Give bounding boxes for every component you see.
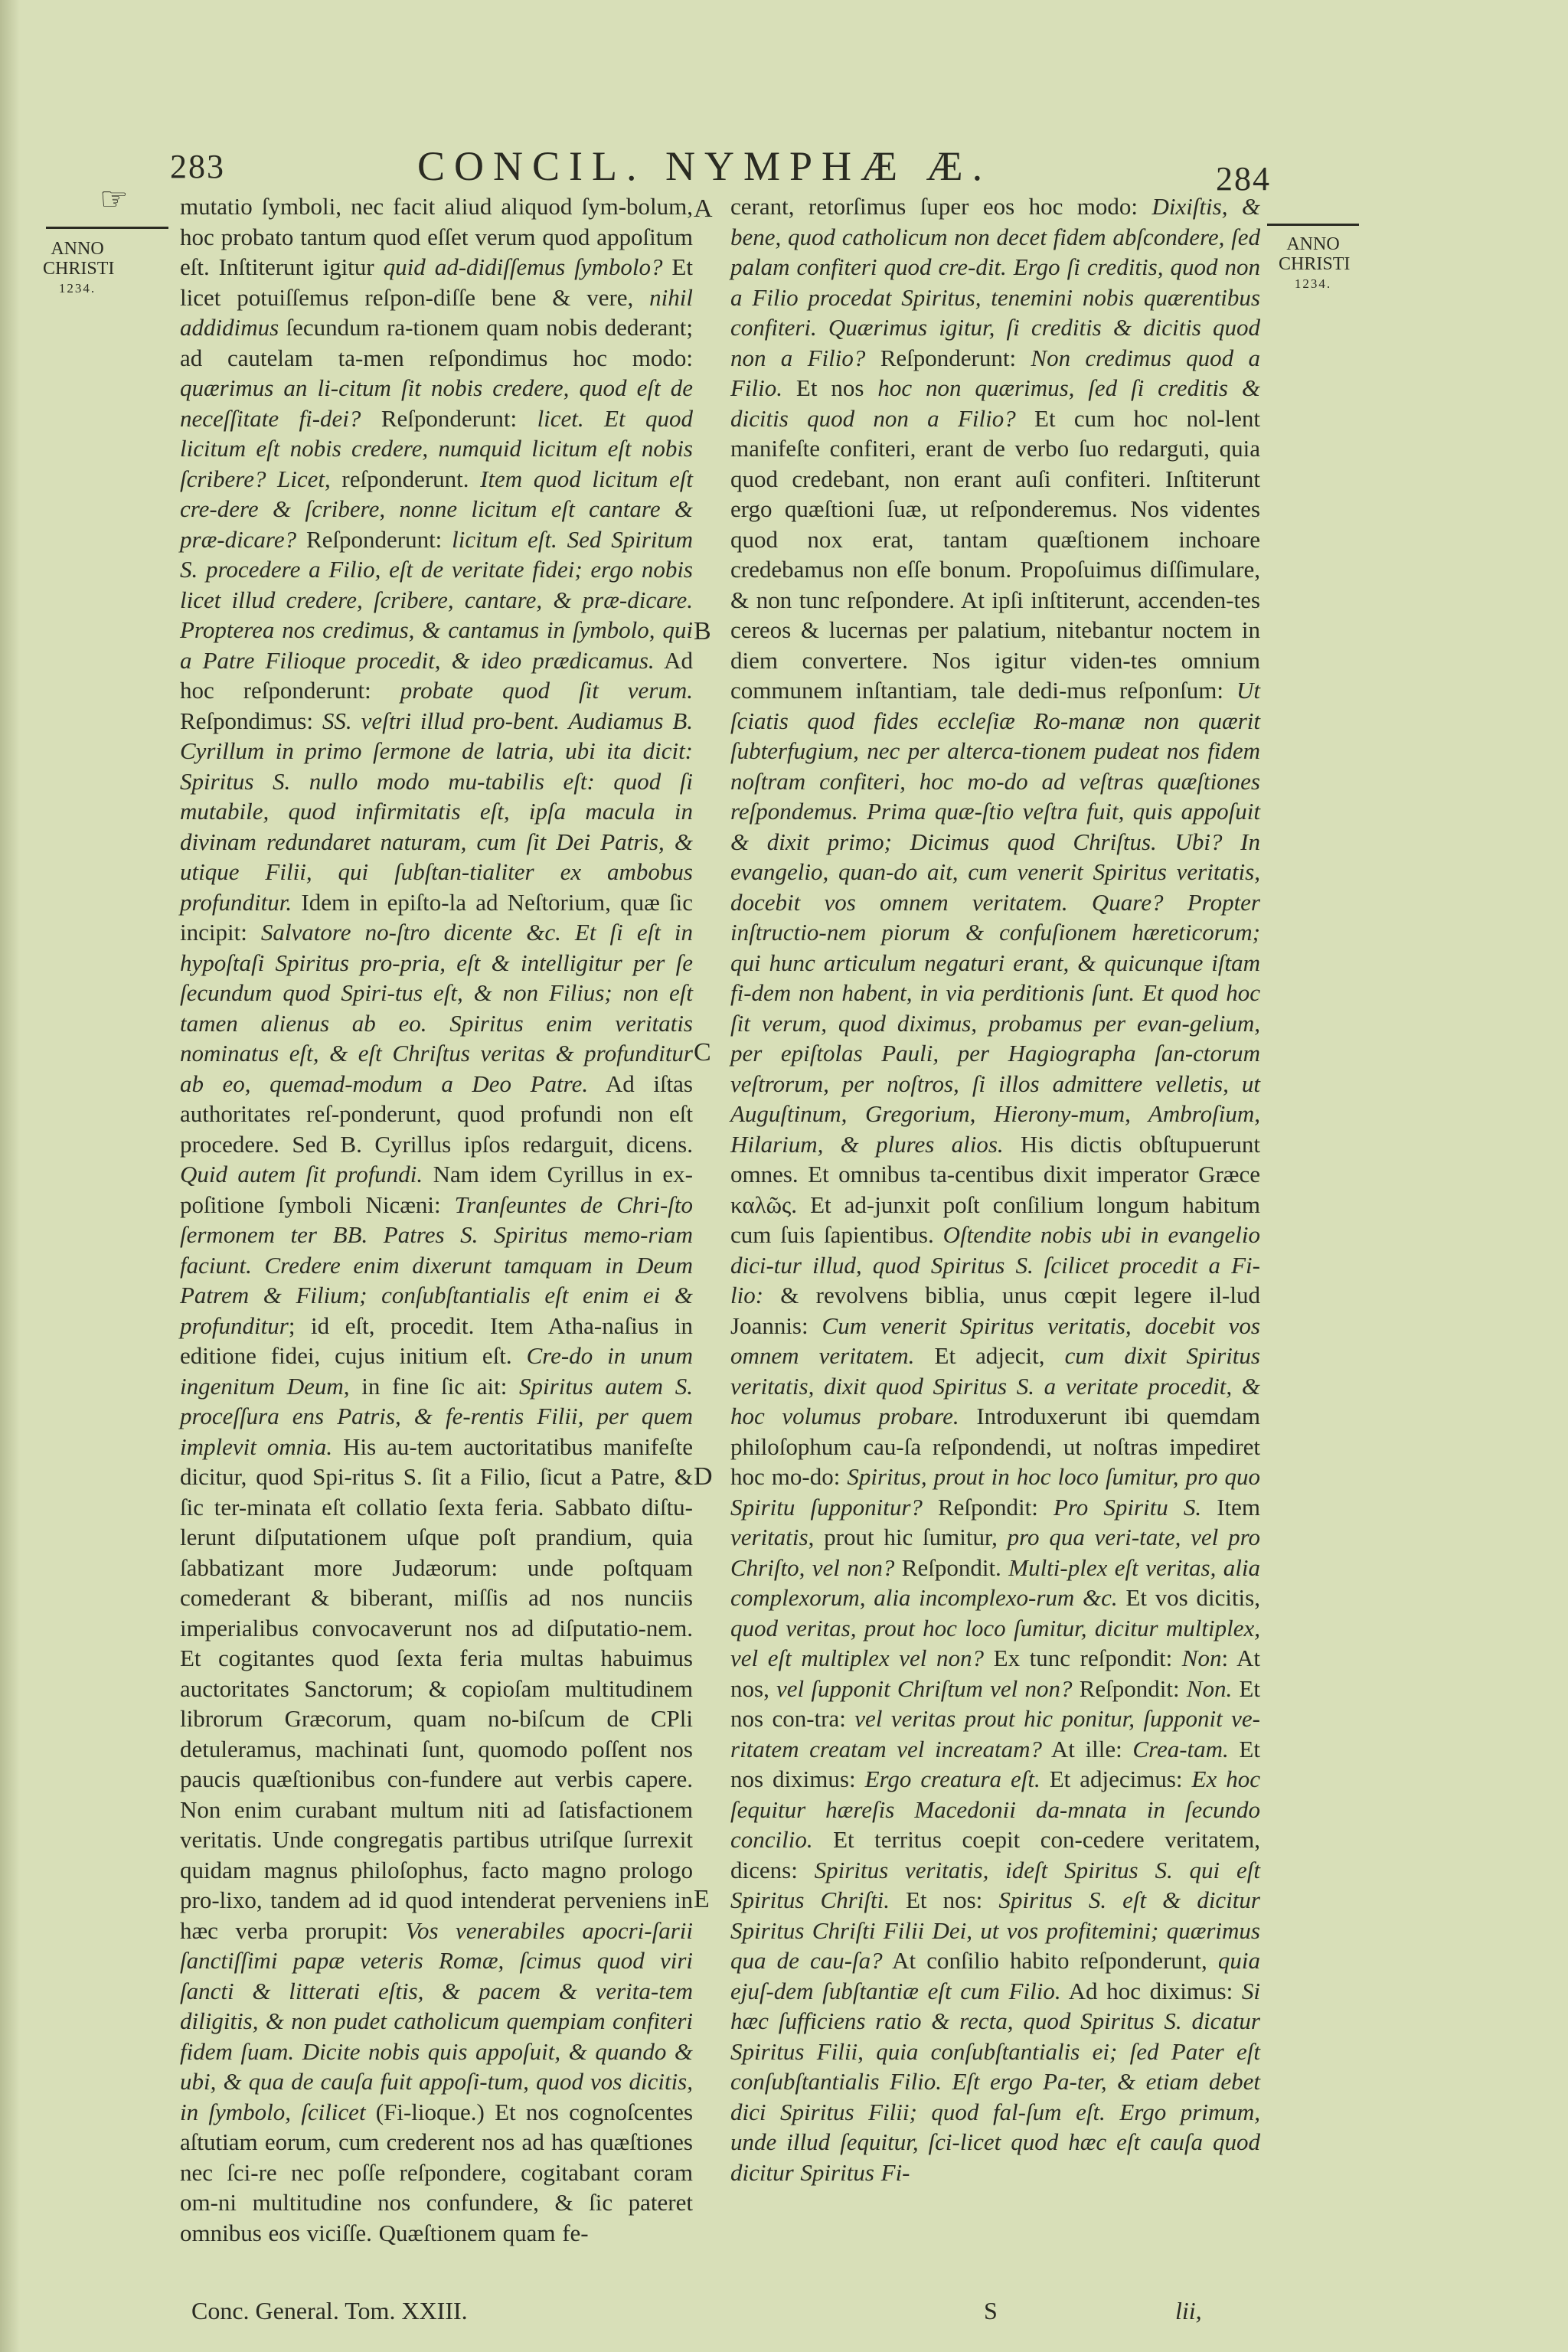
section-letter-a: A <box>694 194 713 223</box>
catchword: lii, <box>1175 2297 1202 2324</box>
margin-note-right <box>1279 234 1351 294</box>
gutter-shadow <box>0 0 20 2352</box>
section-letter-c: C <box>694 1038 711 1067</box>
page-footer <box>0 2297 1568 2335</box>
pointing-hand-icon: ☞ <box>100 182 129 217</box>
page-number-right: 284 <box>1216 160 1271 198</box>
text-column-right: cerant, retorſimus ſuper eos hoc modo: Dixiſtis, & bene, quod catholicum non decet fidem abſcondere, ſed palam confiteri quod cre-dit. Ergo ſi creditis, quod non a Filio procedat Spiritus, tenemini nobis quærentibus confiteri. Quærimus igitur, ſi creditis & dicitis quod non a Filio? Reſponderunt: Non credimus quod a Filio. Et nos hoc non quærimus, ſed ſi creditis & dicitis quod non a Filio? Et cum hoc nol-lent manifeſte confiteri, erant de verbo ſuo redarguti, quia quod credebant, non erant auſi confiteri. Inſtiterunt ergo quæſtioni ſuæ, ut reſponderemus. Nos videntes quod nox erat, tantam quæſtionem inchoare credebamus non eſſe bonum. Propoſuimus diſſimulare, & non tunc reſpondere. At ipſi inſtiterunt, accenden-tes cereos & lucernas per palatium, nitebantur noctem in diem convertere. Nos igitur viden-tes omnium communem inſtantiam, tale dedi-mus reſponſum: Ut ſciatis quod fides eccleſiæ Ro-manæ non quærit ſubterfugium, nec per alterca-tionem pudeat nos fidem noſtram confiteri, hoc mo-do ad veſtras quæſtiones reſpondemus. Prima quæ-ſtio veſtra fuit, quis appoſuit & dixit primo; Dicimus quod Chriſtus. Ubi? In evangelio, quan-do ait, cum venerit Spiritus veritatis, docebit vos omnem veritatem. Quare? Propter inſtructio-nem piorum & confuſionem hæreticorum; qui hunc articulum negaturi erant, & quicunque iſtam fi-dem non habent, in via perditionis ſunt. Et quod hoc ſit verum, quod diximus, probamus per evan-gelium, per epiſtolas Pauli, per Hagiographa ſan-ctorum veſtrorum, per noſtros, ſi illos admittere velletis, ut Auguſtinum, Gregorium, Hierony-mum, Ambroſium, Hilarium, & plures alios. His dictis obſtupuerunt omnes. Et omnibus ta-centibus dixit imperator Græce καλῶς. Et ad-junxit poſt conſilium longum habitum cum ſuis ſapientibus. Oſtendite nobis ubi in evangelio dici-tur illud, quod Spiritus S. ſcilicet procedit a Fi-lio: & revolvens biblia, unus cœpit legere il-lud Joannis: Cum venerit Spiritus veritatis, docebit vos omnem veritatem. Et adjecit, cum dixit Spiritus veritatis, dixit quod Spiritus S. a veritate procedit, & hoc volumus probare. Introduxerunt ibi quemdam philoſophum cau-ſa reſpondendi, ut noſtras impediret hoc mo-do: Spiritus, prout in hoc loco ſumitur, pro quo Spiritu ſupponitur? Reſpondit: Pro Spiritu S. Item veritatis, prout hic ſumitur, pro qua veri-tate, vel pro Chriſto, vel non? Reſpondit. Multi-plex eſt veritas, alia complexorum, alia incomplexo-rum &c. Et vos dicitis, quod veritas, prout hoc loco ſumitur, dicitur multiplex, vel eſt multiplex vel non? Ex tunc reſpondit: Non: At nos, vel ſupponit Chriſtum vel non? Reſpondit: Non. Et nos con-tra: vel veritas prout hic ponitur, ſupponit ve-ritatem creatam vel increatam? At ille: Crea-tam. Et nos diximus: Ergo creatura eſt. Et adjecimus: Ex hoc ſequitur hæreſis Macedonii da-mnata in ſecundo concilio. Et territus coepit con-cedere veritatem, dicens: Spiritus veritatis, ideſt Spiritus S. qui eſt Spiritus Chriſti. Et nos: Spiritus S. eſt & dicitur Spiritus Chriſti Filii Dei, ut vos profitemini; quærimus qua de cau-ſa? At conſilio habito reſponderunt, quia ejuſ-dem ſubſtantiæ eſt cum Filio. Ad hoc diximus: Si hæc ſufficiens ratio & recta, quod Spiritus S. dicatur Spiritus Filii, quia conſubſtantialis ei; ſed Pater eſt conſubſtantialis Filio. Eſt ergo Pa-ter, & etiam debet dici Spiritus Filii; quod fal-ſum eſt. Ergo primum, unde illud ſequitur, ſci-licet quod hæc eſt cauſa quod dicitur Spiritus Fi- <box>730 193 1261 2186</box>
margin-note-christi: CHRISTI <box>43 259 115 279</box>
margin-rule-right <box>1267 224 1359 226</box>
running-title: CONCIL. NYMPHÆ Æ. <box>417 143 992 189</box>
section-letter-b: B <box>694 617 711 645</box>
signature-mark: S <box>984 2297 998 2324</box>
volume-reference: Conc. General. Tom. XXIII. <box>191 2297 468 2324</box>
section-letter-e: E <box>694 1885 710 1913</box>
margin-note-year: 1234. <box>58 281 96 296</box>
margin-note-year: 1234. <box>1294 276 1332 291</box>
margin-note-left <box>43 239 115 299</box>
running-header <box>0 136 1568 198</box>
page-number-left: 283 <box>170 148 225 185</box>
margin-note-anno: ANNO <box>51 239 104 259</box>
margin-note-anno: ANNO <box>1286 234 1340 254</box>
text-column-left: mutatio ſymboli, nec facit aliud aliquod ſym-bolum, hoc probato tantum quod eſſet verum quod appoſitum eſt. Inſtiterunt igitur quid ad-didiſſemus ſymbolo? Et licet potuiſſemus reſpon-diſſe bene & vere, nihil addidimus ſecundum ra-tionem quam nobis dederant; ad cautelam ta-men reſpondimus hoc modo: quærimus an li-citum ſit nobis credere, quod eſt de neceſſitate fi-dei? Reſponderunt: licet. Et quod licitum eſt nobis credere, numquid licitum eſt nobis ſcribere? Licet, reſponderunt. Item quod licitum eſt cre-dere & ſcribere, nonne licitum eſt cantare & præ-dicare? Reſponderunt: licitum eſt. Sed Spiritum S. procedere a Filio, eſt de veritate fidei; ergo nobis licet illud credere, ſcribere, cantare, & præ-dicare. Propterea nos credimus, & cantamus in ſymbolo, qui a Patre Filioque procedit, & ideo prædicamus. Ad hoc reſponderunt: probate quod ſit verum. Reſpondimus: SS. veſtri illud pro-bent. Audiamus B. Cyrillum in primo ſermone de latria, ubi ita dicit: Spiritus S. nullo modo mu-tabilis eſt: quod ſi mutabile, quod infirmitatis eſt, ipſa macula in divinam redundaret naturam, cum ſit Dei Patris, & utique Filii, qui ſubſtan-tialiter ex ambobus profunditur. Idem in epiſto-la ad Neſtorium, quæ ſic incipit: Salvatore no-ſtro dicente &c. Et ſi eſt in hypoſtaſi Spiritus pro-pria, eſt & intelligitur per ſe ſecundum quod Spiri-tus eſt, & non Filius; non eſt tamen alienus ab eo. Spiritus enim veritatis nominatus eſt, & eſt Chriſtus veritas & profunditur ab eo, quemad-modum a Deo Patre. Ad iſtas authoritates reſ-ponderunt, quod profundi non eſt procedere. Sed B. Cyrillus ipſos redarguit, dicens. Quid autem ſit profundi. Nam idem Cyrillus in ex-poſitione ſymboli Nicæni: Tranſeuntes de Chri-ſto ſermonem ter BB. Patres S. Spiritus memo-riam faciunt. Credere enim dixerunt tamquam in Deum Patrem & Filium; conſubſtantialis eſt enim ei & profunditur; id eſt, procedit. Item Atha-naſius in editione fidei, cujus initium eſt. Cre-do in unum ingenitum Deum, in fine ſic ait: Spiritus autem S. proceſſura ens Patris, & fe-rentis Filii, per quem implevit omnia. His au-tem auctoritatibus manifeſte dicitur, quod Spi-ritus S. ſit a Filio, ſicut a Patre, & ſic ter-minata eſt collatio ſexta feria. Sabbato diſtu-lerunt diſputationem uſque poſt prandium, quia ſabbatizant more Judæorum: unde poſtquam comederant & biberant, miſſis ad nos nunciis imperialibus convocaverunt nos ad diſputatio-nem. Et cogitantes quod ſexta feria multas habuimus auctoritates Sanctorum; & copioſam multitudinem librorum Græcorum, quam no-biſcum de CPli detuleramus, machinati ſunt, quomodo poſſent nos paucis quæſtionibus con-fundere aut verbis capere. Non enim curabant multum niti ad ſatisfactionem veritatis. Unde congregatis partibus utriſque ſurrexit quidam magnus philoſophus, facto magno prologo pro-lixo, tandem ad id quod intenderat perveniens in hæc verba prorupit: Vos venerabiles apocri-ſarii ſanctiſſimi papæ veteris Romæ, ſcimus quod viri ſancti & litterati eſtis, & pacem & verita-tem diligitis, & non pudet catholicum quempiam confiteri fidem ſuam. Dicite nobis quis appoſuit, & quando & ubi, & qua de cauſa fuit appoſi-tum, quod vos dicitis, in ſymbolo, ſcilicet (Fi-lioque.) Et nos cognoſcentes aſtutiam eorum, cum crederent nos ad has quæſtiones nec ſci-re nec poſſe reſpondere, cogitabant coram om-ni multitudine nos confundere, & ſic pateret omnibus eos viciſſe. Quæſtionem quam fe- <box>180 193 694 2246</box>
margin-rule-left <box>46 227 168 229</box>
section-letter-d: D <box>694 1462 713 1491</box>
margin-note-christi: CHRISTI <box>1279 254 1351 274</box>
